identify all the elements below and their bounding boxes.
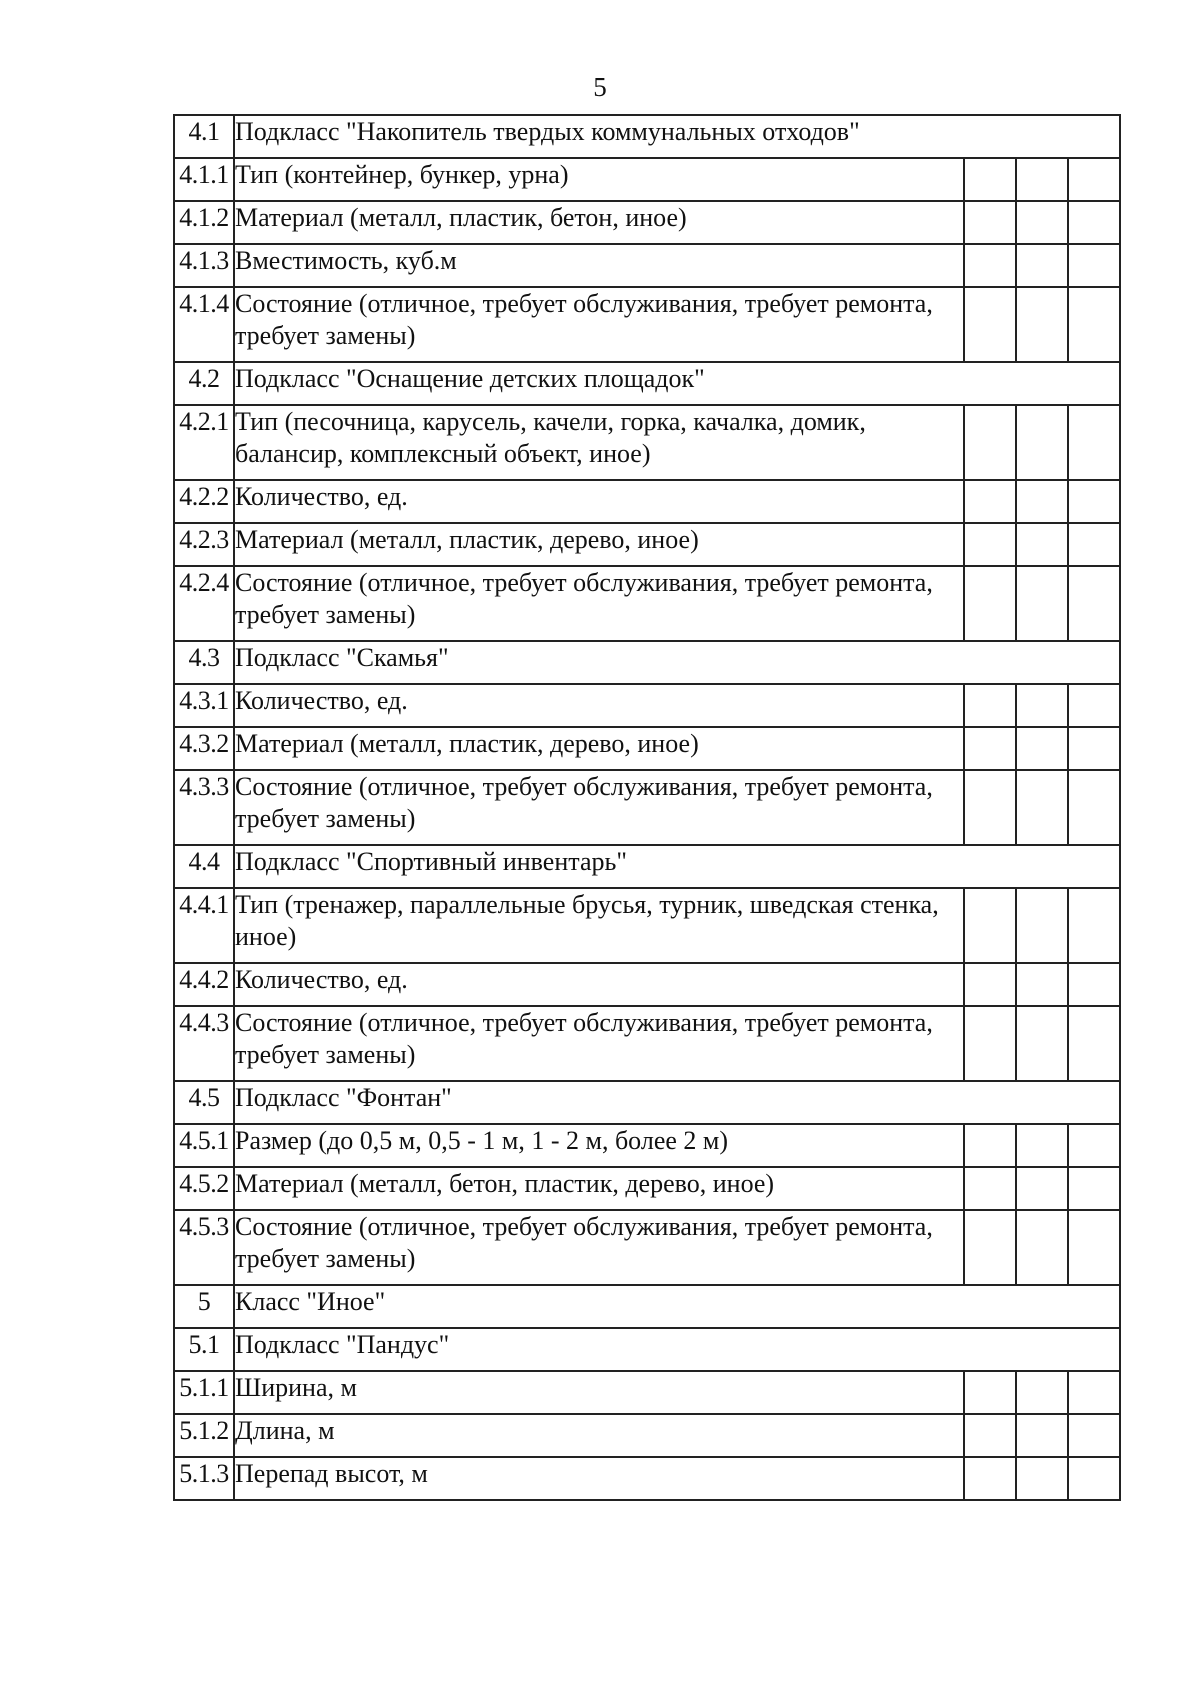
table-row	[174, 888, 1120, 963]
table-row	[174, 523, 1120, 566]
section-title: Подкласс "Фонтан"	[234, 1081, 1120, 1124]
section-title: Подкласс "Скамья"	[234, 641, 1120, 684]
section-header-row	[174, 1328, 1120, 1371]
empty-value-cell	[1016, 888, 1068, 963]
row-number: 4.3.3	[174, 770, 234, 845]
attribute-label: Вместимость, куб.м	[234, 244, 964, 287]
empty-value-cell	[1016, 684, 1068, 727]
row-number: 5.1.2	[174, 1414, 234, 1457]
row-number: 4.1.1	[174, 158, 234, 201]
row-number: 4.2.4	[174, 566, 234, 641]
empty-value-cell	[1068, 523, 1120, 566]
empty-value-cell	[1016, 963, 1068, 1006]
empty-value-cell	[1068, 566, 1120, 641]
empty-value-cell	[1068, 405, 1120, 480]
empty-value-cell	[1016, 770, 1068, 845]
empty-value-cell	[1068, 287, 1120, 362]
empty-value-cell	[1016, 727, 1068, 770]
row-number: 4.5.2	[174, 1167, 234, 1210]
attribute-label: Состояние (отличное, требует обслуживания, требует ремонта, требует замены)	[234, 1210, 964, 1285]
table-row	[174, 1006, 1120, 1081]
row-number: 4.5.3	[174, 1210, 234, 1285]
table-row	[174, 566, 1120, 641]
empty-value-cell	[1068, 888, 1120, 963]
table-row	[174, 158, 1120, 201]
empty-value-cell	[1068, 158, 1120, 201]
empty-value-cell	[964, 1167, 1016, 1210]
empty-value-cell	[1068, 1457, 1120, 1500]
empty-value-cell	[964, 244, 1016, 287]
empty-value-cell	[964, 1457, 1016, 1500]
table-row	[174, 684, 1120, 727]
empty-value-cell	[1016, 480, 1068, 523]
empty-value-cell	[1068, 201, 1120, 244]
empty-value-cell	[964, 1371, 1016, 1414]
row-number: 4.5	[174, 1081, 234, 1124]
section-header-row	[174, 845, 1120, 888]
attribute-label: Ширина, м	[234, 1371, 964, 1414]
section-title: Подкласс "Пандус"	[234, 1328, 1120, 1371]
empty-value-cell	[964, 770, 1016, 845]
empty-value-cell	[964, 888, 1016, 963]
row-number: 4.3.1	[174, 684, 234, 727]
section-header-row	[174, 641, 1120, 684]
section-header-row	[174, 115, 1120, 158]
section-title: Подкласс "Накопитель твердых коммунальных отходов"	[234, 115, 1120, 158]
empty-value-cell	[1068, 1210, 1120, 1285]
attribute-label: Перепад высот, м	[234, 1457, 964, 1500]
empty-value-cell	[964, 1006, 1016, 1081]
attribute-label: Материал (металл, бетон, пластик, дерево, иное)	[234, 1167, 964, 1210]
empty-value-cell	[964, 287, 1016, 362]
attribute-label: Материал (металл, пластик, дерево, иное)	[234, 727, 964, 770]
section-title: Подкласс "Спортивный инвентарь"	[234, 845, 1120, 888]
attribute-label: Тип (тренажер, параллельные брусья, турник, шведская стенка, иное)	[234, 888, 964, 963]
row-number: 4.4.3	[174, 1006, 234, 1081]
attribute-label: Состояние (отличное, требует обслуживания, требует ремонта, требует замены)	[234, 1006, 964, 1081]
table-row	[174, 480, 1120, 523]
empty-value-cell	[964, 523, 1016, 566]
empty-value-cell	[964, 480, 1016, 523]
empty-value-cell	[964, 963, 1016, 1006]
empty-value-cell	[1068, 480, 1120, 523]
attribute-label: Количество, ед.	[234, 963, 964, 1006]
attributes-table	[173, 114, 1121, 1501]
table-row	[174, 1371, 1120, 1414]
empty-value-cell	[1016, 1210, 1068, 1285]
attribute-label: Состояние (отличное, требует обслуживания, требует ремонта, требует замены)	[234, 287, 964, 362]
empty-value-cell	[1016, 1414, 1068, 1457]
attribute-label: Состояние (отличное, требует обслуживания, требует ремонта, требует замены)	[234, 770, 964, 845]
table-row	[174, 770, 1120, 845]
table-row	[174, 1124, 1120, 1167]
section-title: Класс "Иное"	[234, 1285, 1120, 1328]
empty-value-cell	[1068, 1414, 1120, 1457]
empty-value-cell	[1016, 1124, 1068, 1167]
empty-value-cell	[1016, 1006, 1068, 1081]
empty-value-cell	[964, 566, 1016, 641]
row-number: 4.4	[174, 845, 234, 888]
empty-value-cell	[964, 1124, 1016, 1167]
table-row	[174, 963, 1120, 1006]
empty-value-cell	[1016, 523, 1068, 566]
row-number: 4.1.4	[174, 287, 234, 362]
row-number: 4.2.1	[174, 405, 234, 480]
attribute-label: Размер (до 0,5 м, 0,5 - 1 м, 1 - 2 м, более 2 м)	[234, 1124, 964, 1167]
empty-value-cell	[964, 201, 1016, 244]
empty-value-cell	[1016, 287, 1068, 362]
empty-value-cell	[1068, 770, 1120, 845]
row-number: 4.1.2	[174, 201, 234, 244]
row-number: 5.1	[174, 1328, 234, 1371]
table-row	[174, 201, 1120, 244]
row-number: 4.2	[174, 362, 234, 405]
section-title: Подкласс "Оснащение детских площадок"	[234, 362, 1120, 405]
row-number: 4.2.3	[174, 523, 234, 566]
empty-value-cell	[1016, 566, 1068, 641]
empty-value-cell	[1016, 1371, 1068, 1414]
table-body	[174, 115, 1120, 1500]
section-header-row	[174, 362, 1120, 405]
empty-value-cell	[964, 684, 1016, 727]
empty-value-cell	[1068, 727, 1120, 770]
row-number: 5.1.3	[174, 1457, 234, 1500]
row-number: 4.1	[174, 115, 234, 158]
row-number: 4.3	[174, 641, 234, 684]
table-row	[174, 1210, 1120, 1285]
row-number: 4.4.2	[174, 963, 234, 1006]
empty-value-cell	[1016, 405, 1068, 480]
attribute-label: Состояние (отличное, требует обслуживания, требует ремонта, требует замены)	[234, 566, 964, 641]
table-row	[174, 727, 1120, 770]
table-row	[174, 1167, 1120, 1210]
section-header-row	[174, 1285, 1120, 1328]
row-number: 4.3.2	[174, 727, 234, 770]
row-number: 4.2.2	[174, 480, 234, 523]
empty-value-cell	[1068, 963, 1120, 1006]
empty-value-cell	[964, 727, 1016, 770]
empty-value-cell	[964, 158, 1016, 201]
table-row	[174, 1457, 1120, 1500]
empty-value-cell	[1016, 1457, 1068, 1500]
attribute-label: Материал (металл, пластик, бетон, иное)	[234, 201, 964, 244]
attribute-label: Тип (контейнер, бункер, урна)	[234, 158, 964, 201]
row-number: 5.1.1	[174, 1371, 234, 1414]
table-row	[174, 287, 1120, 362]
empty-value-cell	[1068, 1371, 1120, 1414]
empty-value-cell	[1068, 1167, 1120, 1210]
page-number: 5	[593, 72, 607, 102]
section-header-row	[174, 1081, 1120, 1124]
empty-value-cell	[1016, 244, 1068, 287]
empty-value-cell	[964, 405, 1016, 480]
empty-value-cell	[1068, 684, 1120, 727]
row-number: 4.4.1	[174, 888, 234, 963]
attribute-label: Количество, ед.	[234, 684, 964, 727]
row-number: 5	[174, 1285, 234, 1328]
empty-value-cell	[964, 1210, 1016, 1285]
table-row	[174, 405, 1120, 480]
row-number: 4.1.3	[174, 244, 234, 287]
attribute-label: Длина, м	[234, 1414, 964, 1457]
empty-value-cell	[1068, 1006, 1120, 1081]
empty-value-cell	[1016, 1167, 1068, 1210]
attribute-label: Тип (песочница, карусель, качели, горка, качалка, домик, балансир, комплексный объект, иное)	[234, 405, 964, 480]
empty-value-cell	[1016, 201, 1068, 244]
row-number: 4.5.1	[174, 1124, 234, 1167]
table-row	[174, 244, 1120, 287]
table-row	[174, 1414, 1120, 1457]
empty-value-cell	[1016, 158, 1068, 201]
attribute-label: Материал (металл, пластик, дерево, иное)	[234, 523, 964, 566]
attribute-label: Количество, ед.	[234, 480, 964, 523]
empty-value-cell	[964, 1414, 1016, 1457]
empty-value-cell	[1068, 1124, 1120, 1167]
empty-value-cell	[1068, 244, 1120, 287]
